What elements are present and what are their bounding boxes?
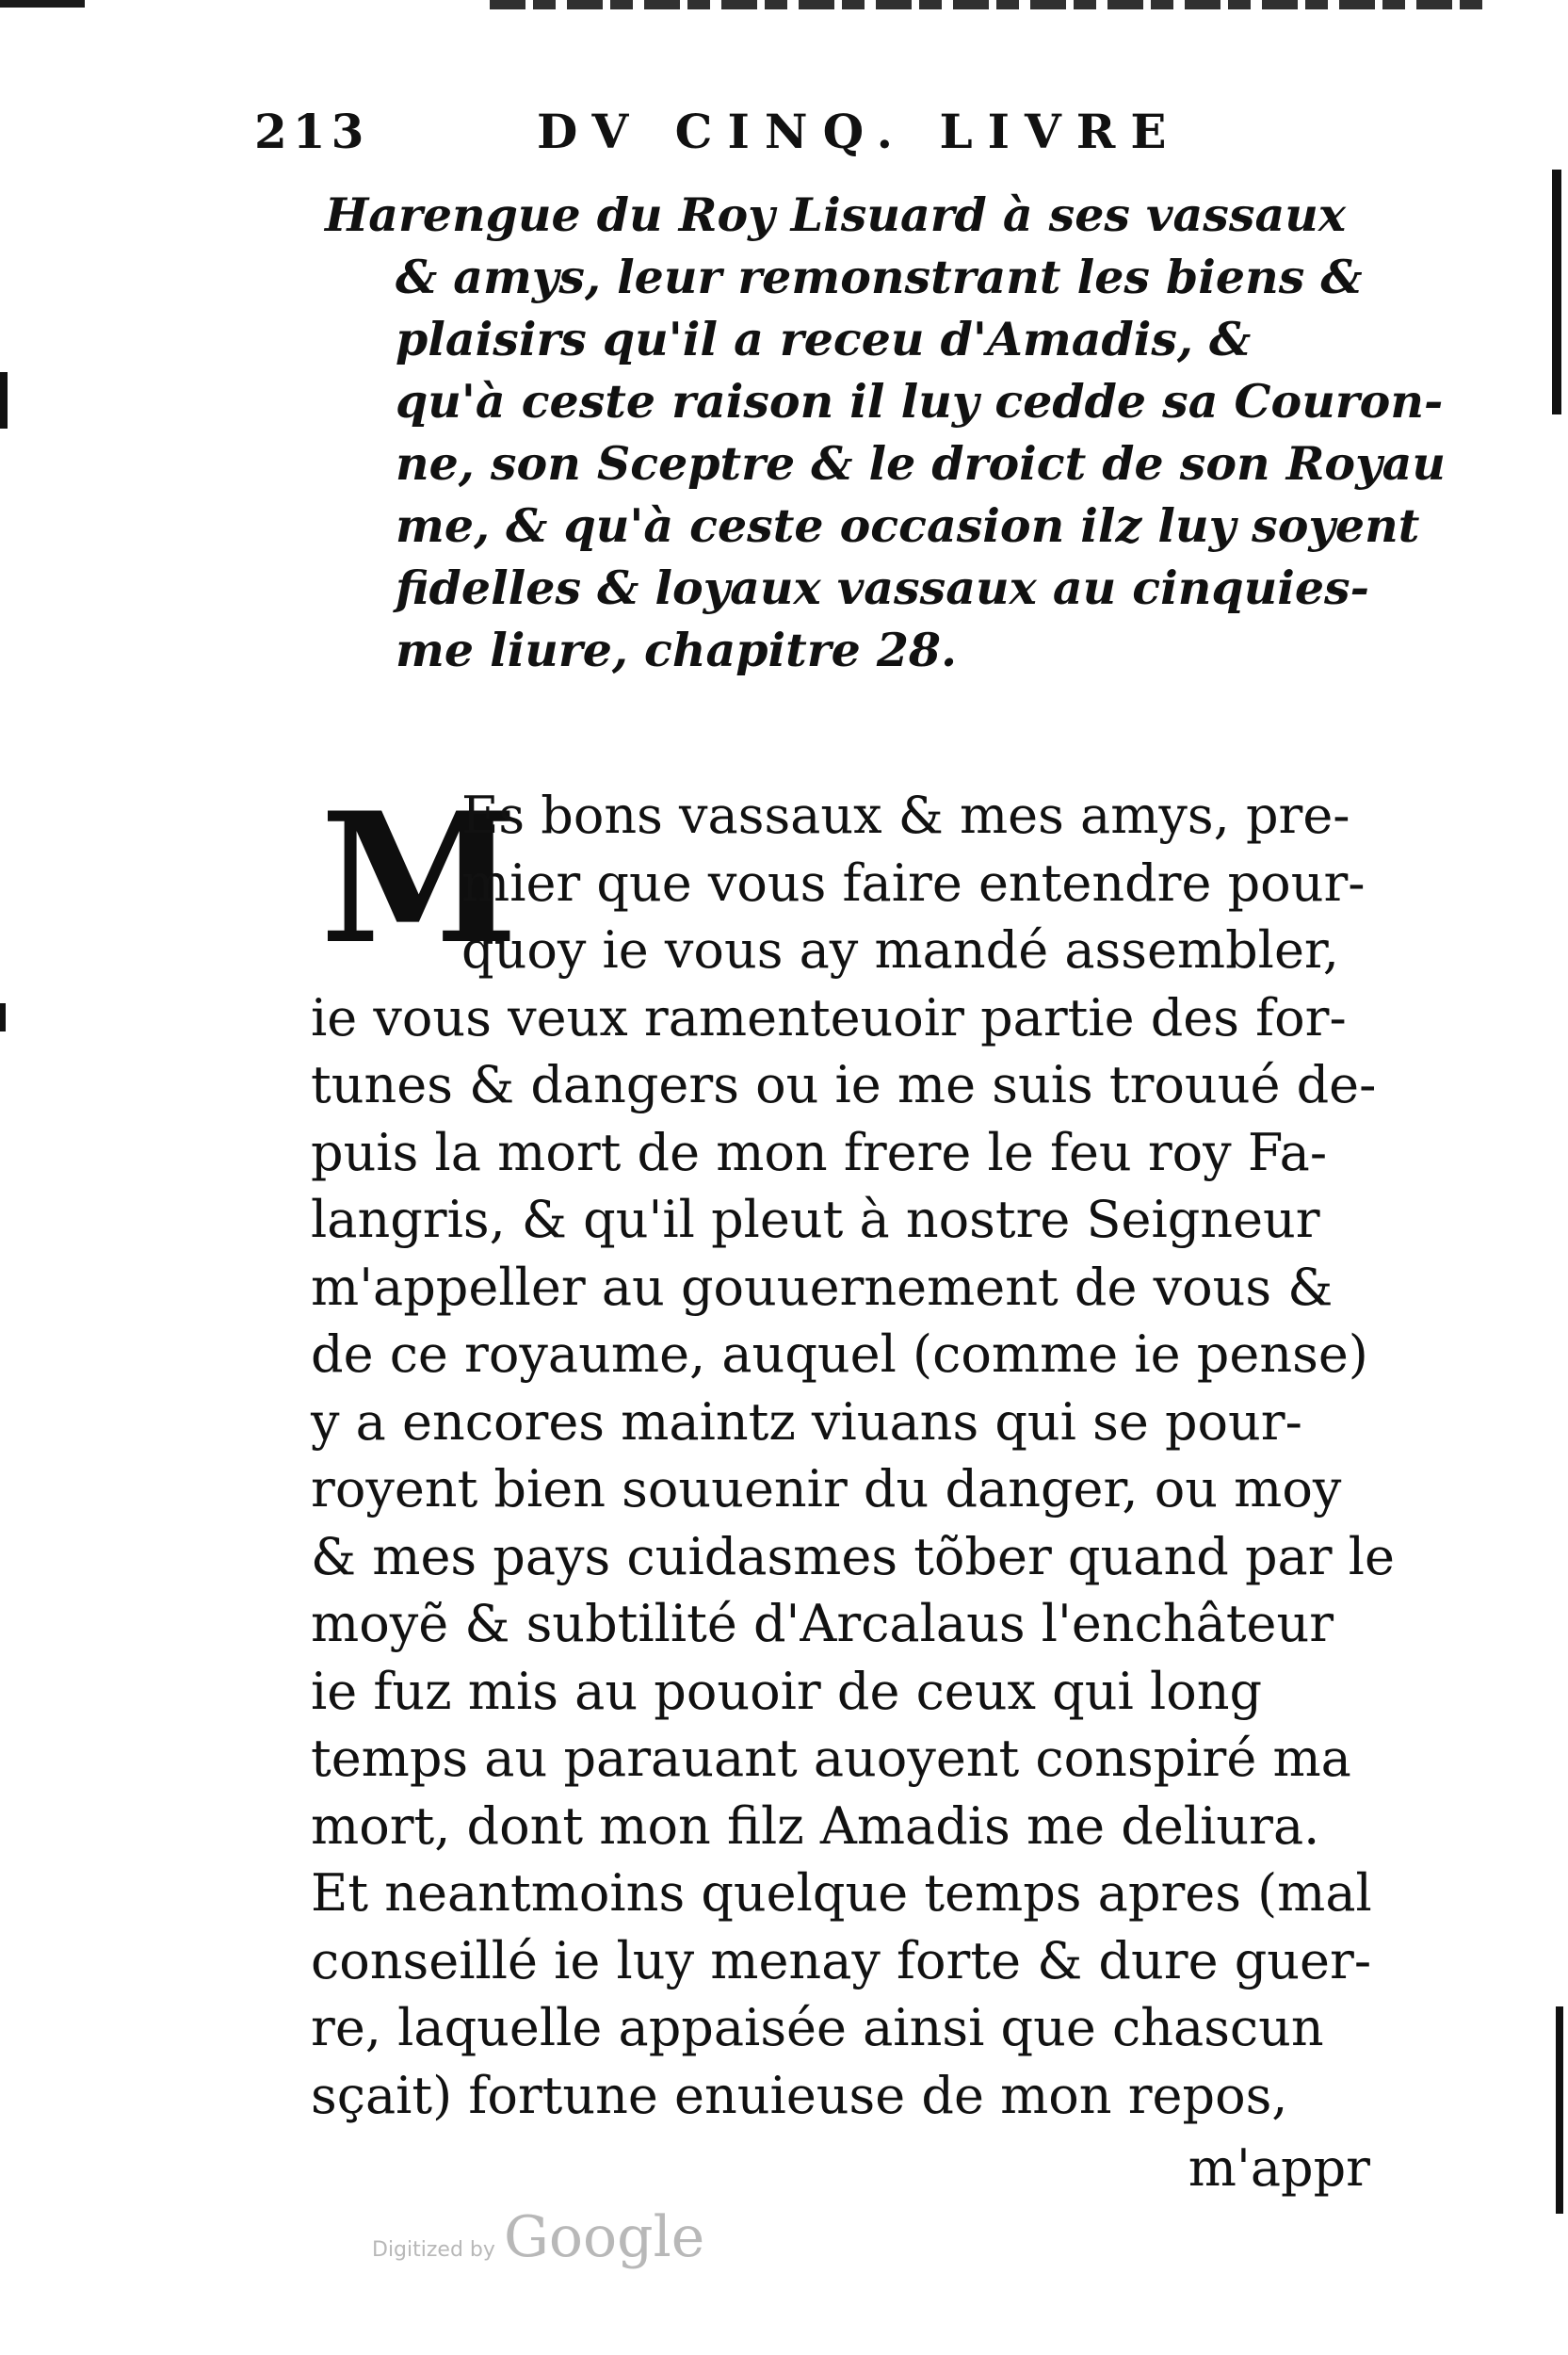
body-line: y a encores maintz viuans qui se pour- [311,1391,1302,1452]
body-line: ie fuz mis au pouoir de ceux qui long [311,1661,1263,1721]
body-line: m'appeller au gouuernement de vous & [311,1257,1334,1317]
body-line: mort, dont mon filz Amadis me deliura. [311,1795,1320,1856]
digitized-watermark [372,2204,730,2280]
page-number: 213 [254,104,370,159]
margin-mark-right-lower [1556,2006,1563,2214]
running-head [254,104,1318,179]
body-line: ie vous veux ramenteuoir partie des for- [311,987,1347,1048]
body-line: sçait) fortune enuieuse de mon repos, [311,2065,1288,2125]
summary-line: me liure, chapitre 28. [396,623,958,677]
running-head-title: DV CINQ. LIVRE [537,104,1182,159]
body-line: mier que vous faire entendre pour- [461,853,1366,913]
chapter-summary [325,184,1446,681]
google-logo: Google [504,2204,705,2270]
body-line: re, laquelle appaisée ainsi que chascun [311,1998,1324,2057]
body-line: Et neantmoins quelque temps apres (mal [311,1863,1372,1923]
previous-page-edge-left [0,0,85,8]
body-line: royent bien souuenir du danger, ou moy [311,1459,1342,1519]
margin-mark-right [1552,170,1561,414]
summary-line: fidelles & loyaux vassaux au cinquies- [396,560,1369,615]
body-line: tunes & dangers ou ie me suis trouué de- [311,1055,1377,1114]
body-line: & mes pays cuidasmes tõber quand par le [311,1526,1395,1586]
margin-mark-left-arrow [0,1003,6,1031]
summary-line: Harengue du Roy Lisuard à ses vassaux [325,187,1347,242]
catchword: m'appr [1188,2138,1370,2198]
margin-mark-left [0,372,8,429]
summary-line: ne, son Sceptre & le droict de son Royau [396,436,1446,491]
previous-page-edge [490,0,1488,9]
summary-line: qu'à ceste raison il luy cedde sa Couron- [396,374,1444,429]
summary-line: & amys, leur remonstrant les biens & [396,250,1363,304]
body-text [311,773,1395,2129]
body-line: langris, & qu'il pleut à nostre Seigneur [311,1190,1320,1249]
body-line: temps au parauant auoyent conspiré ma [311,1729,1351,1788]
digitized-by-label: Digitized by [372,2238,495,2262]
body-line: puis la mort de mon frere le feu roy Fa- [311,1122,1328,1182]
body-line: quoy ie vous ay mandé assembler, [461,920,1339,980]
summary-line: plaisirs qu'il a receu d'Amadis, & [396,312,1252,366]
drop-cap: M [320,773,519,983]
body-line: Es bons vassaux & mes amys, pre- [461,786,1350,845]
summary-line: me, & qu'à ceste occasion ilz luy soyent [396,498,1420,553]
body-line: conseillé ie luy menay forte & dure guer- [311,1930,1372,1990]
body-line: de ce royaume, auquel (comme ie pense) [311,1324,1368,1384]
body-line: moyẽ & subtilité d'Arcalaus l'enchâteur [311,1594,1334,1653]
